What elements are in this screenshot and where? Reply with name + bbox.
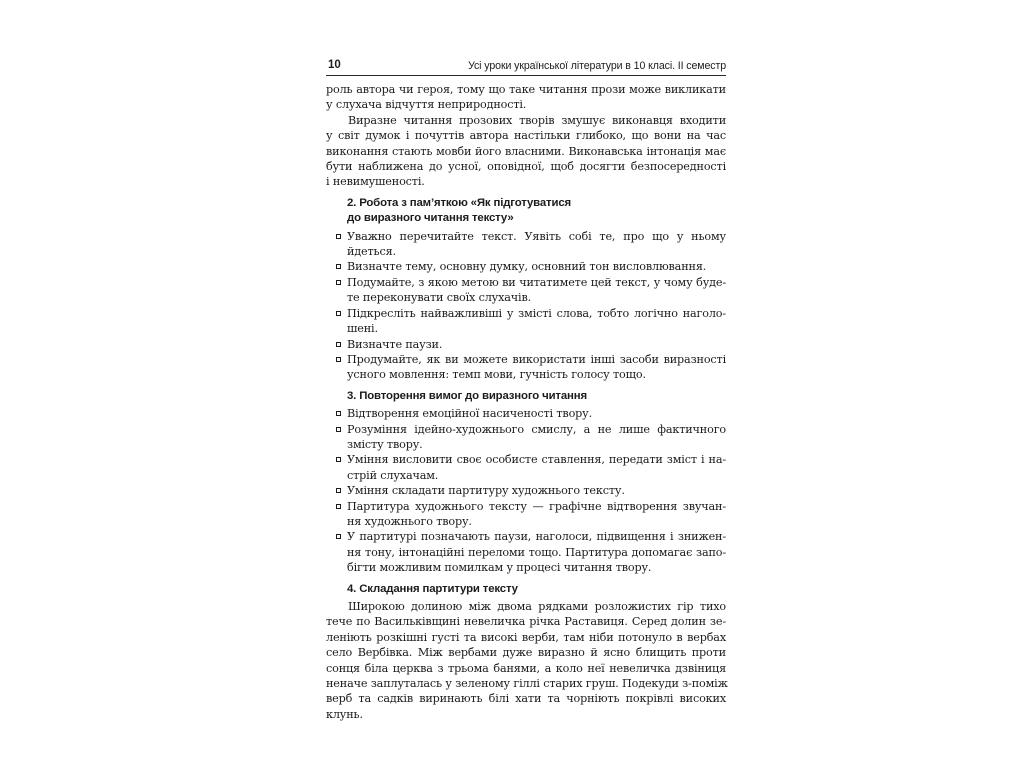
text-line: Розуміння ідейно-художнього смислу, а не лише фактичного xyxy=(347,422,726,436)
text-line: клунь. xyxy=(326,707,363,721)
text-line: Продумайте, як ви можете використати інші засоби виразності xyxy=(347,352,726,366)
text-line: змісту твору. xyxy=(347,437,423,451)
list-item xyxy=(326,529,726,575)
list-item xyxy=(326,483,726,498)
text-line: Уміння складати партитуру художнього тексту. xyxy=(347,484,625,498)
text-line: ня художнього твору. xyxy=(347,514,472,528)
square-bullet-icon xyxy=(336,234,341,239)
square-bullet-icon xyxy=(336,280,341,285)
heading-line: до виразного читання тексту» xyxy=(347,212,514,225)
list-item xyxy=(326,499,726,530)
square-bullet-icon xyxy=(336,488,341,493)
text-line: Відтворення емоційної насиченості твору. xyxy=(347,407,593,421)
text-line: у світ думок і почуттів автора настільки глибоко, що вони на час xyxy=(326,129,726,143)
page-number: 10 xyxy=(328,59,341,71)
list-item xyxy=(326,275,726,306)
list-item xyxy=(326,337,726,352)
list-item xyxy=(326,352,726,383)
text-line: усного мовлення: темп мови, гучність голосу тощо. xyxy=(347,368,646,382)
square-bullet-icon xyxy=(336,504,341,509)
section-3-heading: 3. Повторення вимог до виразного читання xyxy=(347,389,587,402)
square-bullet-icon xyxy=(336,534,341,539)
book-page xyxy=(326,58,726,722)
section-3-list xyxy=(326,406,726,575)
square-bullet-icon xyxy=(336,457,341,462)
text-line: Партитура художнього тексту — графічне відтворення звучан- xyxy=(347,499,726,513)
list-item xyxy=(326,259,726,274)
intro-paragraph-1 xyxy=(326,82,726,113)
text-line: ня тону, інтонаційні переломи тощо. Партитура допомагає запо- xyxy=(347,545,726,559)
page-body xyxy=(326,82,726,722)
square-bullet-icon xyxy=(336,427,341,432)
text-line: Підкресліть найважливіші у змісті слова, тобто логічно наголо- xyxy=(347,306,726,320)
square-bullet-icon xyxy=(336,342,341,347)
text-line: село Вербівка. Між вербами дуже виразно й ясно блищить проти xyxy=(326,646,726,660)
text-line: Уміння висловити своє особисте ставлення, передати зміст і на- xyxy=(347,453,726,467)
text-line: шені. xyxy=(347,322,378,336)
text-line: стрій слухачам. xyxy=(347,468,439,482)
text-line: Уважно перечитайте текст. Уявіть собі те, про що у ньому xyxy=(347,229,726,243)
text-line: неначе заплуталась у зеленому гіллі старих груш. Подекуди з-поміж xyxy=(326,677,728,691)
text-line: йдеться. xyxy=(347,245,396,259)
text-line: виконання стають мовби його власними. Виконавська інтонація має xyxy=(326,144,726,158)
square-bullet-icon xyxy=(336,357,341,362)
intro-paragraph-2 xyxy=(326,113,726,190)
section-4-heading: 4. Складання партитури тексту xyxy=(347,582,518,595)
heading-line: 2. Робота з пам’яткою «Як підготуватися xyxy=(347,196,572,209)
text-line: Визначте тему, основну думку, основний тон висловлювання. xyxy=(347,260,707,274)
text-line: У партитурі позначають паузи, наголоси, підвищення і знижен- xyxy=(347,530,726,544)
text-line: у слухача відчуття неприродності. xyxy=(326,98,527,112)
text-line: сонця біла церква з трьома банями, а коло неї невеличка дзвіниця xyxy=(326,661,726,675)
text-line: Широкою долиною між двома рядками розложистих гір тихо xyxy=(348,600,726,613)
list-item xyxy=(326,306,726,337)
page-header xyxy=(326,58,726,76)
text-line: тече по Васильківщині невеличка річка Раставиця. Серед долин зе- xyxy=(326,615,726,629)
section-4-paragraph xyxy=(326,599,726,722)
text-line: те переконувати своїх слухачів. xyxy=(347,291,532,305)
text-line: і невимушеності. xyxy=(326,175,425,189)
text-line: бути наближена до усної, оповідної, щоб досягти безпосередності xyxy=(326,160,726,174)
running-title: Усі уроки української літератури в 10 класі. ІІ семестр xyxy=(468,60,726,72)
section-2-list xyxy=(326,229,726,383)
text-line: верб та садків виринають білі хати та чорніють покрівлі високих xyxy=(326,692,726,706)
section-2-heading xyxy=(326,196,726,227)
square-bullet-icon xyxy=(336,411,341,416)
text-line: бігти можливим помилкам у процесі читання твору. xyxy=(347,561,652,575)
list-item xyxy=(326,229,726,260)
text-line: Подумайте, з якою метою ви читатимете цей текст, у чому буде- xyxy=(347,275,726,289)
square-bullet-icon xyxy=(336,264,341,269)
text-line: Визначте паузи. xyxy=(347,337,443,351)
text-line: роль автора чи героя, тому що таке читання прози може викликати xyxy=(326,83,726,96)
text-line: Виразне читання прозових творів змушує виконавця входити xyxy=(348,113,726,127)
list-item xyxy=(326,406,726,421)
list-item xyxy=(326,422,726,453)
text-line: леніють розкішні густі та високі верби, там ніби потонуло в вербах xyxy=(326,630,726,644)
list-item xyxy=(326,452,726,483)
square-bullet-icon xyxy=(336,311,341,316)
